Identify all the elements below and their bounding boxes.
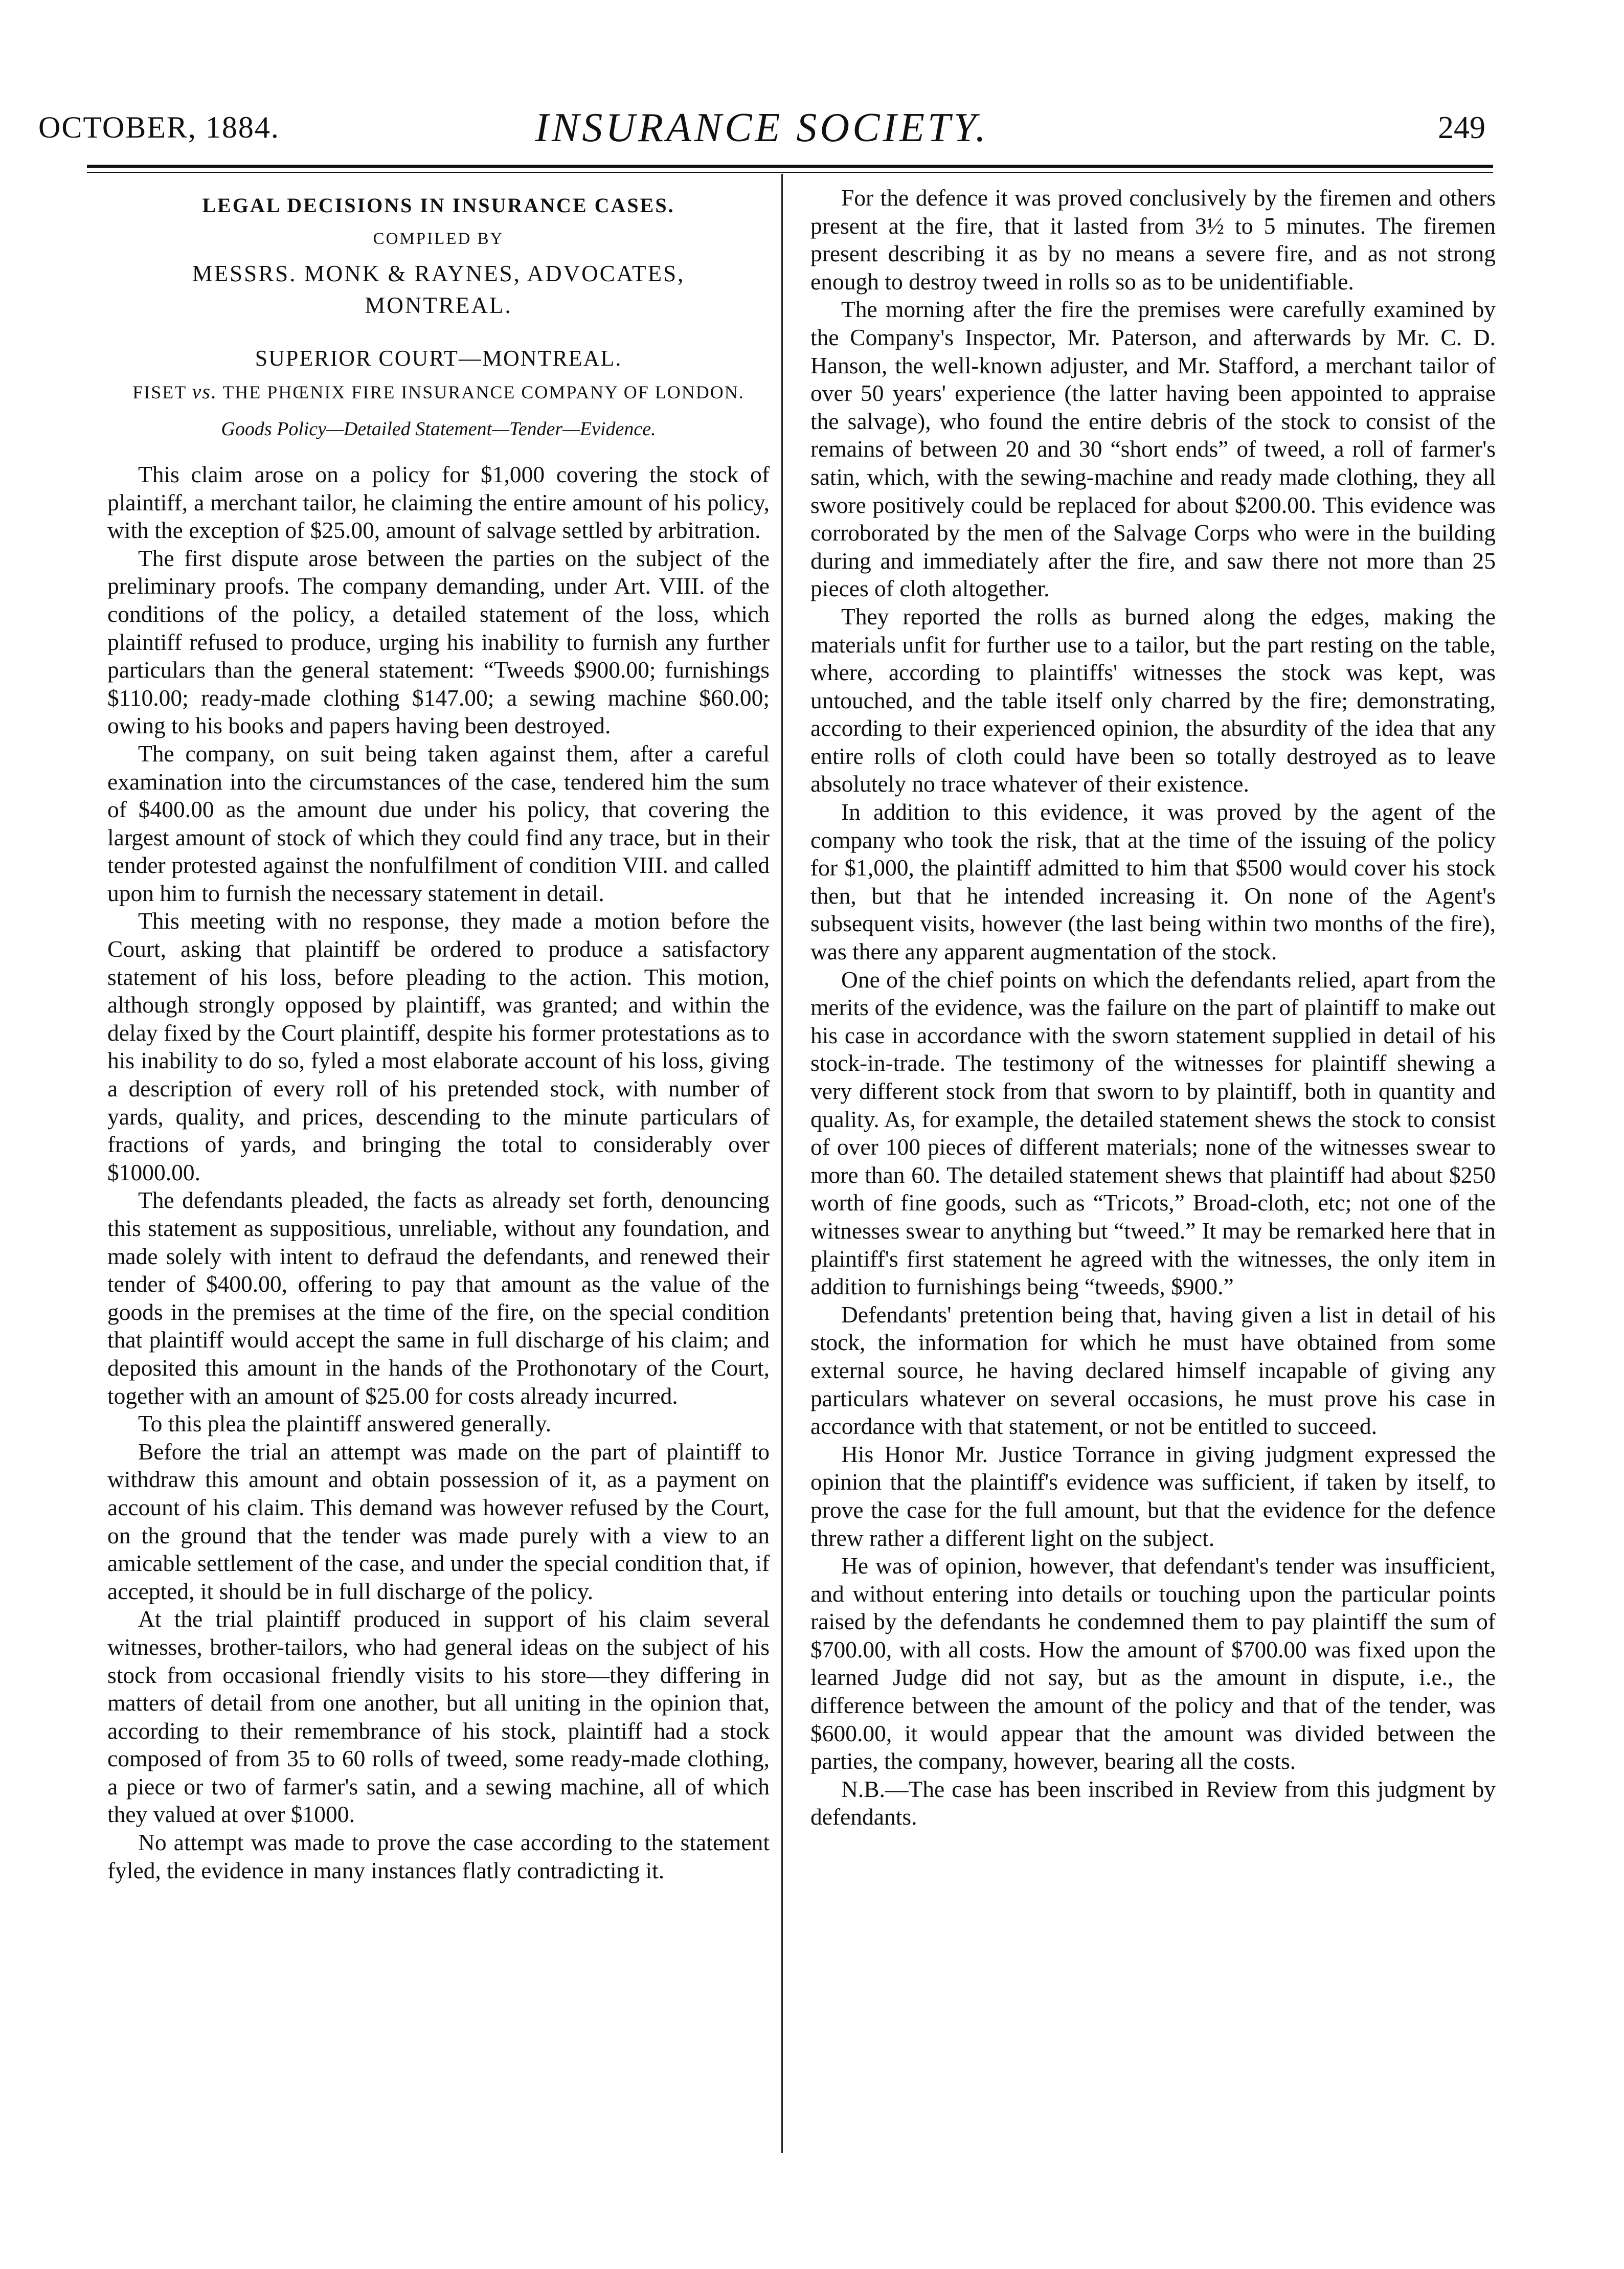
- right-column: [810, 184, 1496, 1831]
- article-title: LEGAL DECISIONS IN INSURANCE CASES.: [202, 194, 675, 217]
- left-paragraph-7: Before the trial an attempt was made on the part of plaintiff to withdraw this amount and obtain possession of it, as a payment on account of his claim. This demand was however refused by the Court, on the ground that the tender was made purely with a view to an amicable settlement of the case, and under the special condition that, if accepted, it should be in full discharge of the policy.: [107, 1438, 770, 1604]
- authors-line-2: MONTREAL.: [365, 293, 512, 319]
- right-paragraph-5: One of the chief points on which the defendants relied, apart from the merits of the evidence, was the failure on the part of plaintiff to make out his case in accordance with the sworn statement supplied in detail of his stock-in-trade. The testimony of the witnesses for plaintiff shewing a very different stock from that sworn to by plaintiff, both in quantity and quality. As, for example, the detailed statement shews the stock to consist of over 100 pieces of different materials; none of the witnesses swear to more than 60. The detailed statement shews that plaintiff had about $250 worth of fine goods, such as “Tricots,” Broad-cloth, etc; not one of the witnesses swear to anything but “tweed.” It may be remarked here that in plaintiff's first statement he agreed with the witnesses, the only item in addition to furnishings being “tweeds, $900.”: [810, 966, 1496, 1300]
- left-column: [107, 184, 770, 1884]
- header-rule-thin: [87, 172, 1493, 173]
- case-subject: Goods Policy—Detailed Statement—Tender—Evidence.: [221, 418, 656, 440]
- column-divider: [781, 174, 783, 2153]
- right-paragraph-3: They reported the rolls as burned along the edges, making the materials unfit for further use to a tailor, but the part resting on the table, where, according to plaintiffs' witnesses the stock was kept, was untouched, and the table itself only charred by the fire; demonstrating, according to their experienced opinion, the absurdity of the idea that any entire rolls of cloth could have been so totally destroyed as to leave absolutely no trace whatever of their existence.: [810, 603, 1496, 797]
- left-paragraph-8: At the trial plaintiff produced in support of his claim several witnesses, brother-tailors, who had general ideas on the subject of his stock from occasional friendly visits to his store—they differing in matters of detail from one another, but all uniting in the opinion that, according to their remembrance of his stock, plaintiff had a stock composed of from 35 to 60 rolls of tweed, some ready-made clothing, a piece or two of farmer's satin, and a sewing machine, all of which they valued at over $1000.: [107, 1606, 770, 1828]
- authors-line-1: MESSRS. MONK & RAYNES, ADVOCATES,: [192, 261, 685, 287]
- right-paragraph-9: N.B.—The case has been inscribed in Review from this judgment by defendants.: [810, 1776, 1496, 1830]
- right-paragraph-7: His Honor Mr. Justice Torrance in giving judgment expressed the opinion that the plaintiff's evidence was sufficient, if taken by itself, to prove the case for the full amount, but that the evidence for the defence threw rather a different light on the subject.: [810, 1441, 1496, 1551]
- header-rule-thick: [87, 165, 1493, 168]
- case-defendant: THE PHŒNIX FIRE INSURANCE COMPANY OF LONDON.: [222, 381, 745, 402]
- left-paragraph-4: This meeting with no response, they made a motion before the Court, asking that plaintiff be ordered to produce a satisfactory statement of his loss, before pleading to the action. This motion, although strongly opposed by plaintiff, was granted; and within the delay fixed by the Court plaintiff, despite his former protestations as to his inability to do so, fyled a most elaborate account of his loss, giving a description of every roll of his pretended stock, with number of yards, quality, and prices, descending to the minute particulars of fractions of yards, and bringing the total to considerably over $1000.00.: [107, 908, 770, 1185]
- right-paragraph-6: Defendants' pretention being that, having given a list in detail of his stock, the information for which he must have obtained from some external source, he having declared himself incapable of giving any particulars whatever on several occasions, he must prove his case in accordance with that statement, or not be entitled to succeed.: [810, 1301, 1496, 1440]
- right-paragraph-1: For the defence it was proved conclusively by the firemen and others present at the fire, that it lasted from 3½ to 5 minutes. The firemen present describing it as by no means a severe fire, and as not strong enough to destroy tweed in rolls so as to be unidentifiable.: [810, 185, 1496, 295]
- right-paragraph-8: He was of opinion, however, that defendant's tender was insufficient, and without entering into details or touching upon the particular points raised by the defendants he condemned them to pay plaintiff the sum of $700.00, with all costs. How the amount of $700.00 was fixed upon the learned Judge did not say, but as the amount in dispute, i.e., the difference between the amount of the policy and that of the tender, was $600.00, it would appear that the amount was divided between the parties, the company, however, bearing all the costs.: [810, 1553, 1496, 1774]
- case-name: [107, 378, 770, 407]
- case-plaintiff: FISET: [132, 381, 187, 402]
- case-versus: vs.: [192, 379, 217, 403]
- issue-date: OCTOBER, 1884.: [38, 110, 280, 144]
- journal-title: INSURANCE SOCIETY.: [535, 105, 989, 150]
- court-heading: SUPERIOR COURT—MONTREAL.: [255, 346, 622, 371]
- right-paragraph-4: In addition to this evidence, it was proved by the agent of the company who took the risk, that at the time of the issuing of the policy for $1,000, the plaintiff admitted to him that $500 would cover his stock then, but that he intended increasing it. On none of the Agent's subsequent visits, however (the last being within two months of the fire), was there any apparent augmentation of the stock.: [810, 799, 1496, 965]
- right-paragraph-2: The morning after the fire the premises were carefully examined by the Company's Inspector, Mr. Paterson, and afterwards by Mr. C. D. Hanson, the well-known adjuster, and Mr. Stafford, a merchant tailor of over 50 years' experience (the latter having been appointed to appraise the salvage), who found the entire debris of the stock to consist of the remains of between 20 and 30 “short ends” of tweed, a roll of farmer's satin, which, with the sewing-machine and ready made clothing, they all swore positively could be replaced for about $200.00. This evidence was corroborated by the men of the Salvage Corps who were in the building during and immediately after the fire, and saw there not more than 25 pieces of cloth altogether.: [810, 296, 1496, 602]
- running-head: [38, 105, 1485, 161]
- left-paragraph-9: No attempt was made to prove the case according to the statement fyled, the evidence in many instances flatly contradicting it.: [107, 1829, 770, 1883]
- left-paragraph-1: This claim arose on a policy for $1,000 covering the stock of plaintiff, a merchant tailor, he claiming the entire amount of his policy, with the exception of $25.00, amount of salvage settled by arbitration.: [107, 461, 770, 544]
- page-number: 249: [1438, 110, 1485, 145]
- left-paragraph-2: The first dispute arose between the parties on the subject of the preliminary proofs. The company demanding, under Art. VIII. of the conditions of the policy, a detailed statement of the loss, which plaintiff refused to produce, urging his inability to furnish any further particulars than the general statement: “Tweeds $900.00; furnishings $110.00; ready-made clothing $147.00; a sewing machine $60.00; owing to his books and papers having been destroyed.: [107, 545, 770, 739]
- left-paragraph-5: The defendants pleaded, the facts as already set forth, denouncing this statement as suppositious, unreliable, without any foundation, and made solely with intent to defraud the defendants, and renewed their tender of $400.00, offering to pay that amount as the value of the goods in the premises at the time of the fire, on the special condition that plaintiff would accept the same in full discharge of his claim; and deposited this amount in the hands of the Prothonotary of the Court, together with an amount of $25.00 for costs already incurred.: [107, 1187, 770, 1409]
- compiled-by: COMPILED BY: [373, 229, 504, 248]
- left-paragraph-3: The company, on suit being taken against them, after a careful examination into the circumstances of the case, tendered him the sum of $400.00 as the amount due under his policy, that covering the largest amount of stock of which they could find any trace, but in their tender protested against the nonfulfilment of condition VIII. and called upon him to furnish the necessary statement in detail.: [107, 740, 770, 906]
- left-paragraph-6: To this plea the plaintiff answered generally.: [138, 1410, 551, 1437]
